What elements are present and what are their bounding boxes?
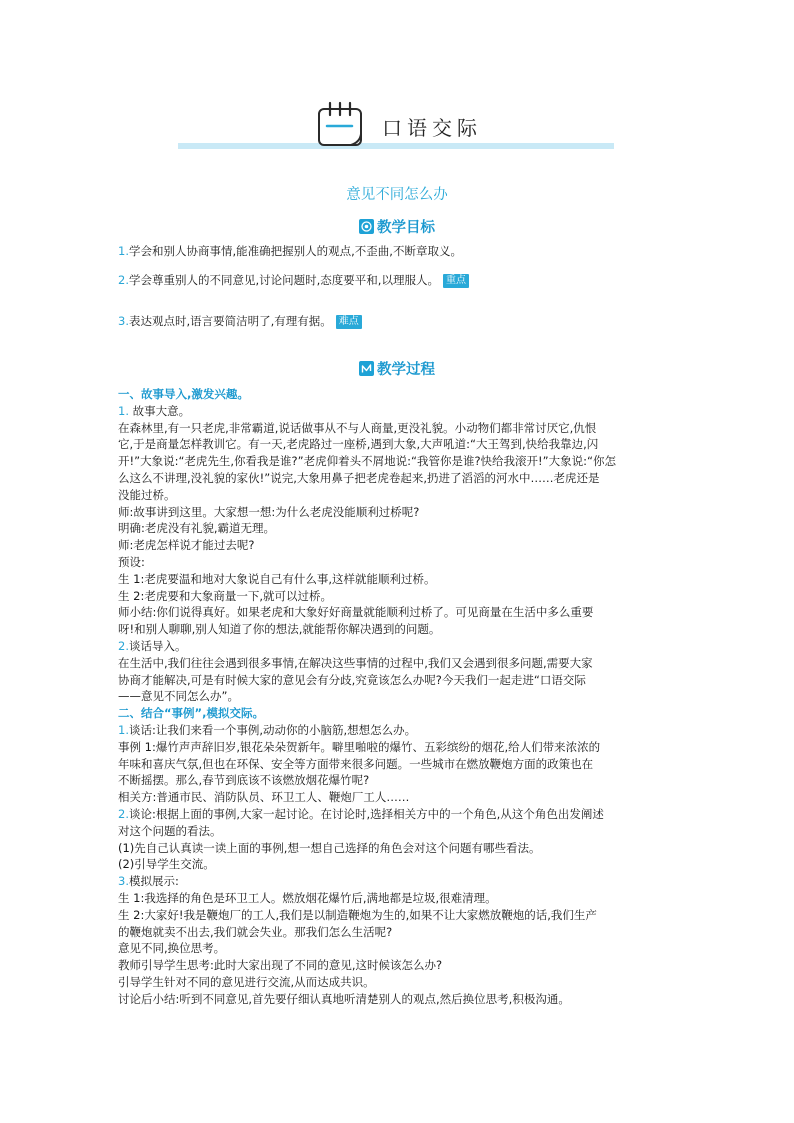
paragraph-line: 开!”大象说:“老虎先生,你看我是谁?”老虎仰着头不屑地说:“我管你是谁?快给我滚开!”大象说:“你怎 (118, 454, 616, 469)
paragraph-line: 师:老虎怎样说才能过去呢? (118, 538, 255, 553)
paragraph-line: 生 1:我选择的角色是环卫工人。燃放烟花爆竹后,满地都是垃圾,很难清理。 (118, 890, 497, 905)
step-number: 3. (118, 874, 129, 889)
process-icon (359, 361, 374, 376)
paragraph-line: 协商才能解决,可是有时候大家的意见会有分歧,究竟该怎么办呢?今天我们一起走进“口语交际 (118, 672, 586, 687)
goal-item (118, 313, 362, 330)
paragraph-line: 生 2:老虎要和大象商量一下,就可以过桥。 (118, 588, 333, 603)
paragraph-line: 明确:老虎没有礼貌,霸道无理。 (118, 521, 276, 536)
notebook-icon (316, 100, 370, 148)
step-number: 1. (118, 722, 129, 737)
step-text: 模拟展示: (128, 874, 179, 889)
goal-number: 2. (118, 273, 129, 287)
goal-item (118, 272, 469, 289)
process-step (118, 638, 678, 655)
paragraph-line: 相关方:普通市民、消防队员、环卫工人、鞭炮厂工人…… (118, 790, 410, 805)
paragraph-line: 不断摇摆。那么,春节到底该不该燃放烟花爆竹呢? (118, 773, 370, 788)
paragraph-line: 年味和喜庆气氛,但也在环保、安全等方面带来很多问题。一些城市在燃放鞭炮方面的政策也在 (118, 756, 594, 771)
paragraph-line: 事例 1:爆竹声声辞旧岁,银花朵朵贺新年。噼里啪啦的爆竹、五彩缤纷的烟花,给人们带来浓浓的 (118, 739, 601, 754)
step-number: 1. (118, 403, 129, 418)
section-banner (178, 100, 614, 152)
goal-text: 学会和别人协商事情,能准确把握别人的观点,不歪曲,不断章取义。 (128, 244, 462, 258)
paragraph-line: 呀!和别人聊聊,别人知道了你的想法,就能帮你解决遇到的问题。 (118, 622, 441, 637)
goal-text: 表达观点时,语言要简洁明了,有理有据。 (128, 314, 332, 328)
process-heading (0, 358, 794, 379)
paragraph-line: 么这么不讲理,没礼貌的家伙!”说完,大象用鼻子把老虎卷起来,扔进了滔滔的河水中……老虎还是 (118, 470, 600, 485)
process-step (118, 722, 678, 739)
paragraph-line: 教师引导学生思考:此时大家出现了不同的意见,这时候该怎么办? (118, 958, 443, 973)
step-text: 故事大意。 (128, 403, 191, 418)
step-number: 2. (118, 638, 129, 653)
step-text: 谈话导入。 (128, 638, 187, 653)
process-body (118, 386, 678, 1007)
key-point-badge: 重点 (443, 274, 469, 288)
difficulty-badge: 难点 (336, 315, 362, 329)
step-text: 谈论:根据上面的事例,大家一起讨论。在讨论时,选择相关方中的一个角色,从这个角色出发阐述 (128, 806, 604, 821)
goal-number: 1. (118, 244, 129, 258)
step-number: 2. (118, 806, 129, 821)
paragraph-line: 在森林里,有一只老虎,非常霸道,说话做事从不与人商量,更没礼貌。小动物们都非常讨厌它,仇恨 (118, 420, 597, 435)
process-step (118, 403, 678, 420)
paragraph-line: 预设: (118, 554, 145, 569)
banner-title: 口语交际 (382, 116, 482, 140)
paragraph-line: (2)引导学生交流。 (118, 857, 215, 872)
paragraph-line: 师:故事讲到这里。大家想一想:为什么老虎没能顺利过桥呢? (118, 504, 420, 519)
paragraph-line: 引导学生针对不同的意见进行交流,从而达成共识。 (118, 974, 375, 989)
process-step (118, 806, 678, 823)
paragraph-line: 生 2:大家好!我是鞭炮厂的工人,我们是以制造鞭炮为生的,如果不让大家燃放鞭炮的话,我们生产 (118, 907, 597, 922)
goal-text: 学会尊重别人的不同意见,讨论问题时,态度要平和,以理服人。 (128, 273, 439, 287)
process-subheading: 二、结合“事例”,模拟交际。 (118, 706, 264, 721)
paragraph-line: 生 1:老虎要温和地对大象说自己有什么事,这样就能顺利过桥。 (118, 571, 436, 586)
paragraph-line: 它,于是商量怎样教训它。有一天,老虎路过一座桥,遇到大象,大声吼道:“大王驾到,快给我靠边,闪 (118, 437, 599, 452)
goal-item (118, 243, 462, 260)
paragraph-line: 意见不同,换位思考。 (118, 941, 226, 956)
process-step (118, 873, 678, 890)
paragraph-line: 没能过桥。 (118, 487, 176, 502)
paragraph-line: 讨论后小结:听到不同意见,首先要仔细认真地听清楚别人的观点,然后换位思考,积极沟通。 (118, 991, 570, 1006)
paragraph-line: (1)先自己认真读一读上面的事例,想一想自己选择的角色会对这个问题有哪些看法。 (118, 840, 541, 855)
banner-underline (178, 143, 614, 149)
paragraph-line: 的鞭炮就卖不出去,我们就会失业。那我们怎么生活呢? (118, 924, 393, 939)
paragraph-line: 师小结:你们说得真好。如果老虎和大象好好商量就能顺利过桥了。可见商量在生活中多么重要 (118, 605, 594, 620)
step-text: 谈话:让我们来看一个事例,动动你的小脑筋,想想怎么办。 (128, 722, 417, 737)
process-heading-text: 教学过程 (377, 362, 435, 378)
paragraph-line: 在生活中,我们往往会遇到很多事情,在解决这些事情的过程中,我们又会遇到很多问题,需要大家 (118, 655, 593, 670)
goals-heading-text: 教学目标 (377, 220, 435, 236)
process-subheading: 一、故事导入,激发兴趣。 (118, 387, 249, 401)
target-icon (359, 219, 374, 234)
paragraph-line: 对这个问题的看法。 (118, 823, 222, 838)
paragraph-line: ——意见不同怎么办”。 (118, 689, 239, 704)
goals-heading (0, 216, 794, 237)
lesson-title: 意见不同怎么办 (346, 187, 448, 203)
goal-number: 3. (118, 314, 129, 328)
